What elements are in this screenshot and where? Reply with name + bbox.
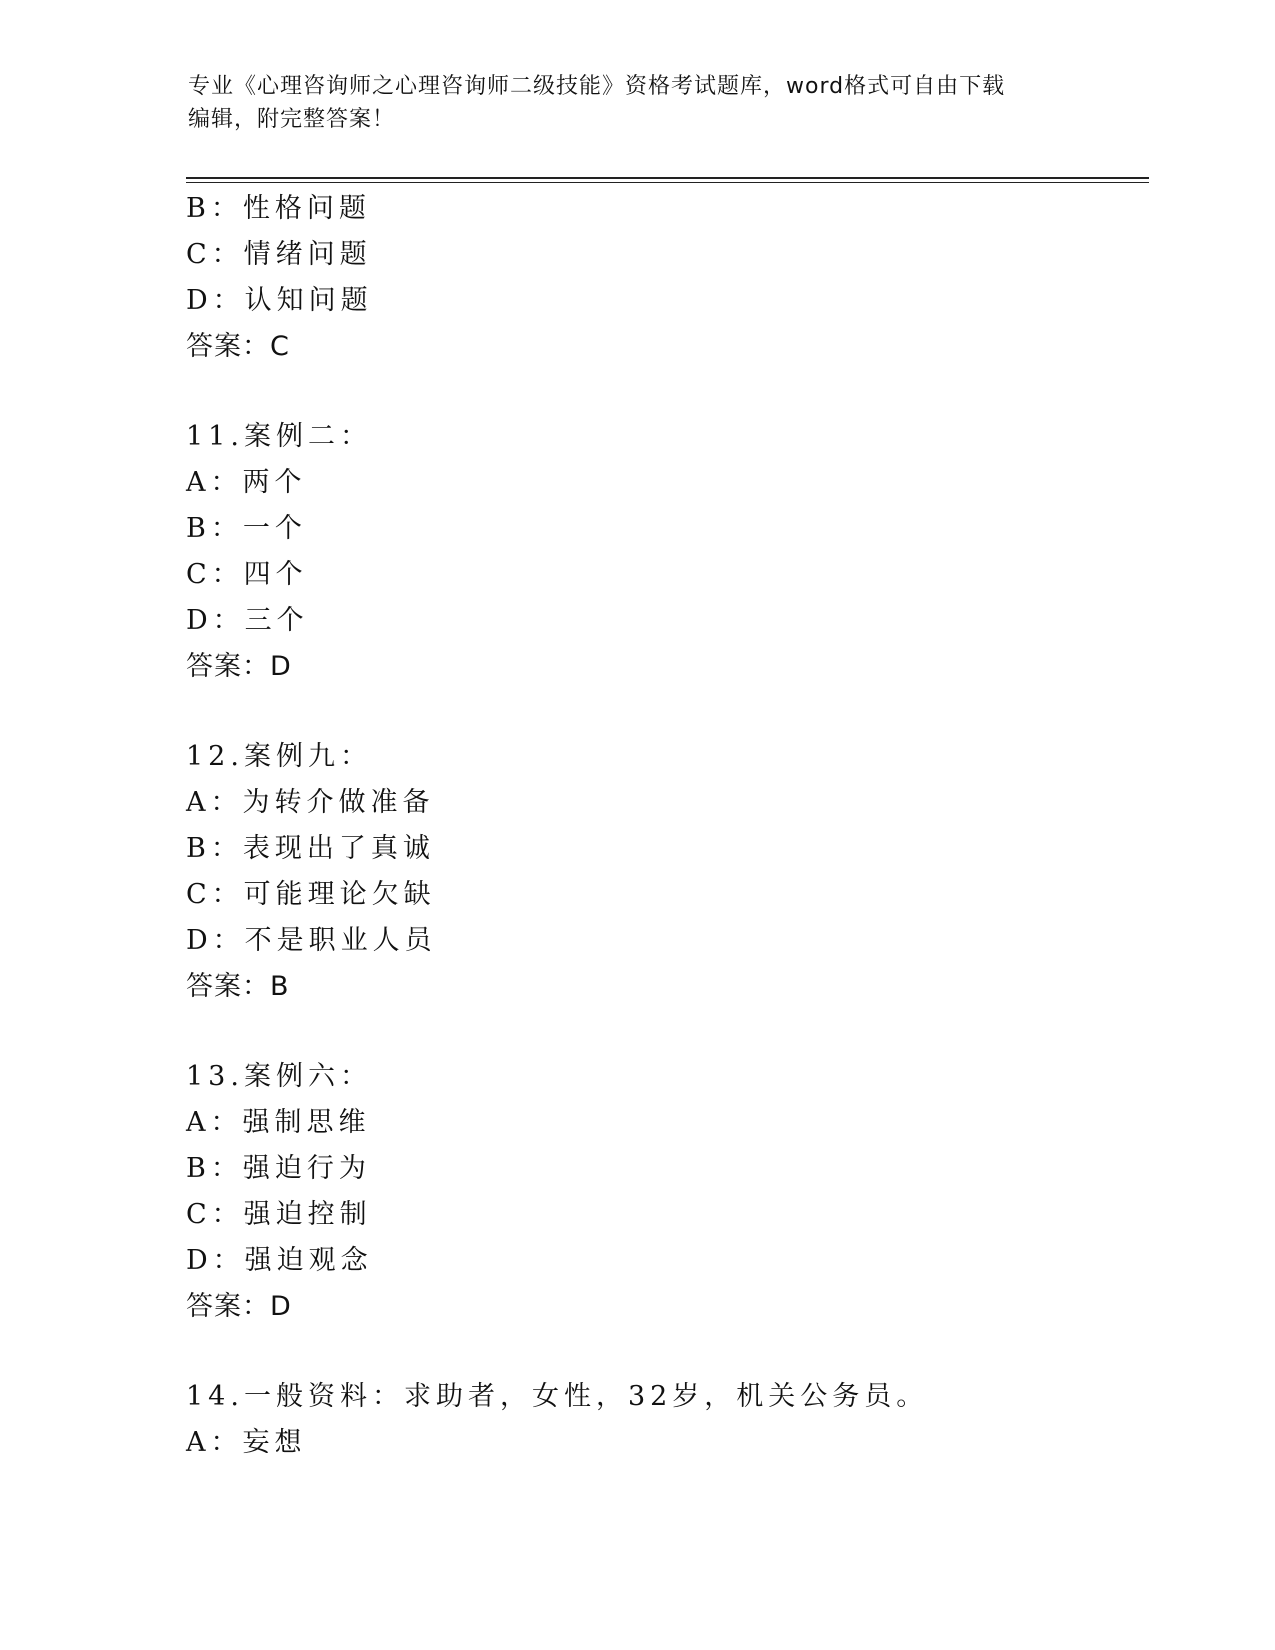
option-d: D：三个 (186, 605, 309, 636)
header-line-2: 编辑，附完整答案！ (188, 107, 396, 132)
option-a: A：妄想 (186, 1427, 307, 1458)
header-divider-thin (186, 182, 1149, 183)
option-c: C：情绪问题 (186, 239, 372, 270)
question-10-continued (186, 186, 1146, 370)
answer-line: 答案：C (186, 331, 290, 362)
header-divider-thick (186, 177, 1149, 179)
option-a: A：强制思维 (186, 1107, 371, 1138)
page-header (188, 70, 1088, 136)
question-13 (186, 1054, 1146, 1330)
question-11 (186, 414, 1146, 690)
answer-line: 答案：D (186, 1291, 292, 1322)
option-a: A：为转介做准备 (186, 787, 435, 818)
question-12 (186, 734, 1146, 1010)
option-a: A：两个 (186, 467, 307, 498)
option-b: B：性格问题 (186, 193, 371, 224)
option-b: B：表现出了真诚 (186, 833, 435, 864)
option-b: B：强迫行为 (186, 1153, 371, 1184)
option-d: D：强迫观念 (186, 1245, 373, 1276)
question-list (186, 186, 1146, 1466)
question-stem: 11.案例二： (186, 421, 372, 452)
question-stem: 12.案例九： (186, 741, 372, 772)
answer-line: 答案：D (186, 651, 292, 682)
option-d: D：认知问题 (186, 285, 373, 316)
option-c: C：四个 (186, 559, 308, 590)
answer-line: 答案：B (186, 971, 290, 1002)
header-line-1: 专业《心理咨询师之心理咨询师二级技能》资格考试题库，word格式可自由下载 (188, 74, 1006, 99)
question-14 (186, 1374, 1146, 1466)
option-b: B：一个 (186, 513, 307, 544)
question-stem: 14.一般资料：求助者，女性，32岁，机关公务员。 (186, 1381, 929, 1412)
option-d: D：不是职业人员 (186, 925, 437, 956)
option-c: C：可能理论欠缺 (186, 879, 436, 910)
option-c: C：强迫控制 (186, 1199, 372, 1230)
question-stem: 13.案例六： (186, 1061, 372, 1092)
